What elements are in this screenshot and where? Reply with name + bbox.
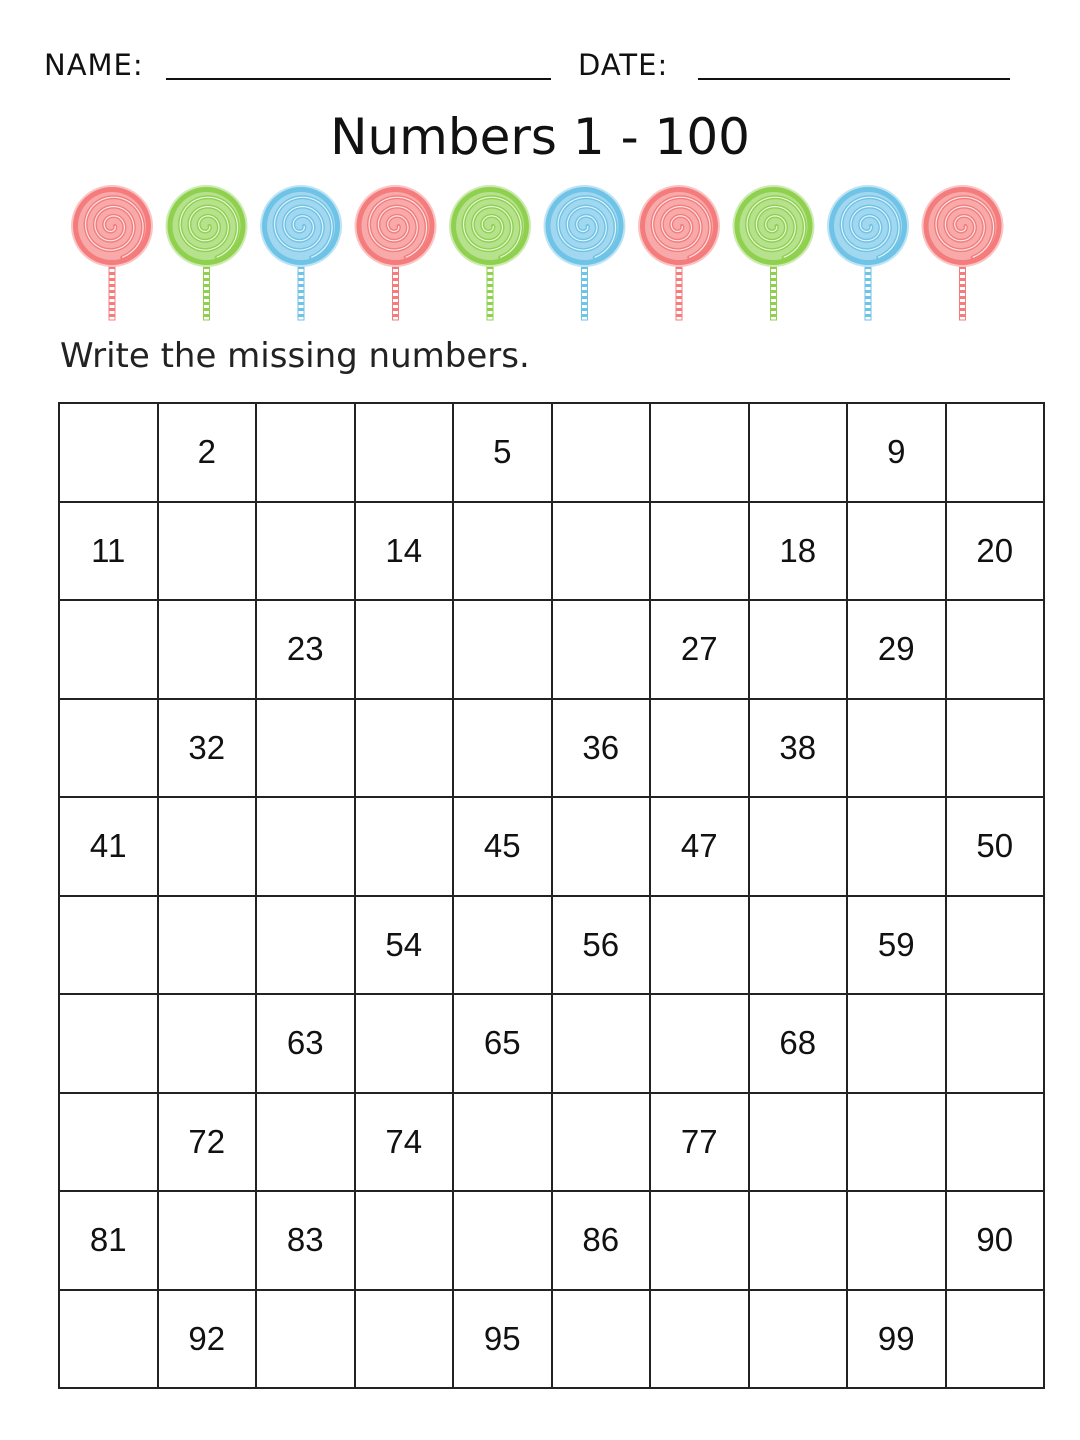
- blank-cell[interactable]: [847, 1191, 946, 1290]
- blank-cell[interactable]: [256, 1093, 355, 1192]
- blank-cell[interactable]: [256, 797, 355, 896]
- lollipop-icon: [356, 186, 436, 320]
- number-cell: 63: [256, 994, 355, 1093]
- blank-cell[interactable]: [158, 797, 257, 896]
- blank-cell[interactable]: [552, 1290, 651, 1389]
- grid-row: [59, 502, 1044, 601]
- blank-cell[interactable]: [847, 1093, 946, 1192]
- blank-cell[interactable]: [552, 403, 651, 502]
- blank-cell[interactable]: [158, 600, 257, 699]
- number-cell: 38: [749, 699, 848, 798]
- blank-cell[interactable]: [749, 1290, 848, 1389]
- lollipop-icon: [450, 186, 530, 320]
- blank-cell[interactable]: [749, 403, 848, 502]
- page-title: Numbers 1 - 100: [330, 108, 750, 166]
- blank-cell[interactable]: [59, 1093, 158, 1192]
- blank-cell[interactable]: [650, 699, 749, 798]
- blank-cell[interactable]: [59, 994, 158, 1093]
- number-cell: 83: [256, 1191, 355, 1290]
- blank-cell[interactable]: [256, 699, 355, 798]
- number-cell: 11: [59, 502, 158, 601]
- number-cell: 72: [158, 1093, 257, 1192]
- blank-cell[interactable]: [749, 600, 848, 699]
- blank-cell[interactable]: [453, 502, 552, 601]
- blank-cell[interactable]: [453, 600, 552, 699]
- number-cell: 77: [650, 1093, 749, 1192]
- number-cell: 2: [158, 403, 257, 502]
- blank-cell[interactable]: [552, 994, 651, 1093]
- grid-row: [59, 403, 1044, 502]
- lollipop-icon: [828, 186, 908, 320]
- blank-cell[interactable]: [158, 994, 257, 1093]
- blank-cell[interactable]: [256, 502, 355, 601]
- number-cell: 65: [453, 994, 552, 1093]
- number-cell: 14: [355, 502, 454, 601]
- blank-cell[interactable]: [59, 403, 158, 502]
- lollipop-decoration: [60, 176, 1020, 326]
- number-cell: 41: [59, 797, 158, 896]
- date-label: DATE:: [578, 48, 669, 82]
- blank-cell[interactable]: [749, 896, 848, 995]
- grid-row: [59, 994, 1044, 1093]
- blank-cell[interactable]: [946, 994, 1045, 1093]
- number-cell: 54: [355, 896, 454, 995]
- blank-cell[interactable]: [946, 699, 1045, 798]
- blank-cell[interactable]: [59, 896, 158, 995]
- blank-cell[interactable]: [946, 403, 1045, 502]
- blank-cell[interactable]: [552, 1093, 651, 1192]
- number-cell: 56: [552, 896, 651, 995]
- number-cell: 50: [946, 797, 1045, 896]
- blank-cell[interactable]: [552, 502, 651, 601]
- blank-cell[interactable]: [650, 502, 749, 601]
- number-cell: 23: [256, 600, 355, 699]
- blank-cell[interactable]: [650, 1191, 749, 1290]
- lollipop-icon: [261, 186, 341, 320]
- number-cell: 95: [453, 1290, 552, 1389]
- grid-row: [59, 1093, 1044, 1192]
- blank-cell[interactable]: [256, 896, 355, 995]
- blank-cell[interactable]: [847, 502, 946, 601]
- lollipop-icon: [639, 186, 719, 320]
- blank-cell[interactable]: [650, 1290, 749, 1389]
- number-cell: 45: [453, 797, 552, 896]
- blank-cell[interactable]: [355, 1191, 454, 1290]
- name-field[interactable]: [166, 78, 551, 80]
- blank-cell[interactable]: [158, 1191, 257, 1290]
- blank-cell[interactable]: [59, 699, 158, 798]
- blank-cell[interactable]: [453, 699, 552, 798]
- grid-row: [59, 699, 1044, 798]
- number-cell: 32: [158, 699, 257, 798]
- blank-cell[interactable]: [256, 403, 355, 502]
- number-cell: 5: [453, 403, 552, 502]
- number-cell: 47: [650, 797, 749, 896]
- header-row: [44, 44, 1024, 84]
- number-cell: 81: [59, 1191, 158, 1290]
- blank-cell[interactable]: [552, 600, 651, 699]
- blank-cell[interactable]: [355, 1290, 454, 1389]
- blank-cell[interactable]: [158, 502, 257, 601]
- name-label: NAME:: [44, 48, 144, 82]
- number-cell: 20: [946, 502, 1045, 601]
- number-cell: 99: [847, 1290, 946, 1389]
- blank-cell[interactable]: [355, 600, 454, 699]
- grid-row: [59, 797, 1044, 896]
- number-cell: 29: [847, 600, 946, 699]
- lollipop-icon: [734, 186, 814, 320]
- number-cell: 92: [158, 1290, 257, 1389]
- grid-row: [59, 896, 1044, 995]
- lollipop-icon: [167, 186, 247, 320]
- blank-cell[interactable]: [749, 1191, 848, 1290]
- blank-cell[interactable]: [256, 1290, 355, 1389]
- number-cell: 9: [847, 403, 946, 502]
- lollipop-icon: [72, 186, 152, 320]
- number-cell: 86: [552, 1191, 651, 1290]
- blank-cell[interactable]: [355, 994, 454, 1093]
- grid-row: [59, 600, 1044, 699]
- blank-cell[interactable]: [158, 896, 257, 995]
- blank-cell[interactable]: [650, 994, 749, 1093]
- instruction-text: Write the missing numbers.: [60, 336, 530, 376]
- blank-cell[interactable]: [749, 1093, 848, 1192]
- blank-cell[interactable]: [946, 1093, 1045, 1192]
- number-cell: 68: [749, 994, 848, 1093]
- blank-cell[interactable]: [355, 797, 454, 896]
- blank-cell[interactable]: [453, 1191, 552, 1290]
- blank-cell[interactable]: [59, 600, 158, 699]
- number-cell: 90: [946, 1191, 1045, 1290]
- blank-cell[interactable]: [650, 403, 749, 502]
- number-cell: 27: [650, 600, 749, 699]
- blank-cell[interactable]: [453, 896, 552, 995]
- blank-cell[interactable]: [847, 994, 946, 1093]
- number-cell: 36: [552, 699, 651, 798]
- blank-cell[interactable]: [453, 1093, 552, 1192]
- grid-row: [59, 1191, 1044, 1290]
- blank-cell[interactable]: [355, 403, 454, 502]
- blank-cell[interactable]: [59, 1290, 158, 1389]
- blank-cell[interactable]: [847, 797, 946, 896]
- blank-cell[interactable]: [946, 896, 1045, 995]
- lollipop-row: [60, 176, 1020, 326]
- lollipop-icon: [545, 186, 625, 320]
- blank-cell[interactable]: [650, 896, 749, 995]
- number-cell: 74: [355, 1093, 454, 1192]
- number-cell: 59: [847, 896, 946, 995]
- blank-cell[interactable]: [355, 699, 454, 798]
- number-cell: 18: [749, 502, 848, 601]
- grid-row: [59, 1290, 1044, 1389]
- blank-cell[interactable]: [749, 797, 848, 896]
- number-grid: [58, 402, 1045, 1389]
- date-field[interactable]: [698, 78, 1010, 80]
- blank-cell[interactable]: [946, 1290, 1045, 1389]
- blank-cell[interactable]: [552, 797, 651, 896]
- blank-cell[interactable]: [847, 699, 946, 798]
- lollipop-icon: [923, 186, 1003, 320]
- blank-cell[interactable]: [946, 600, 1045, 699]
